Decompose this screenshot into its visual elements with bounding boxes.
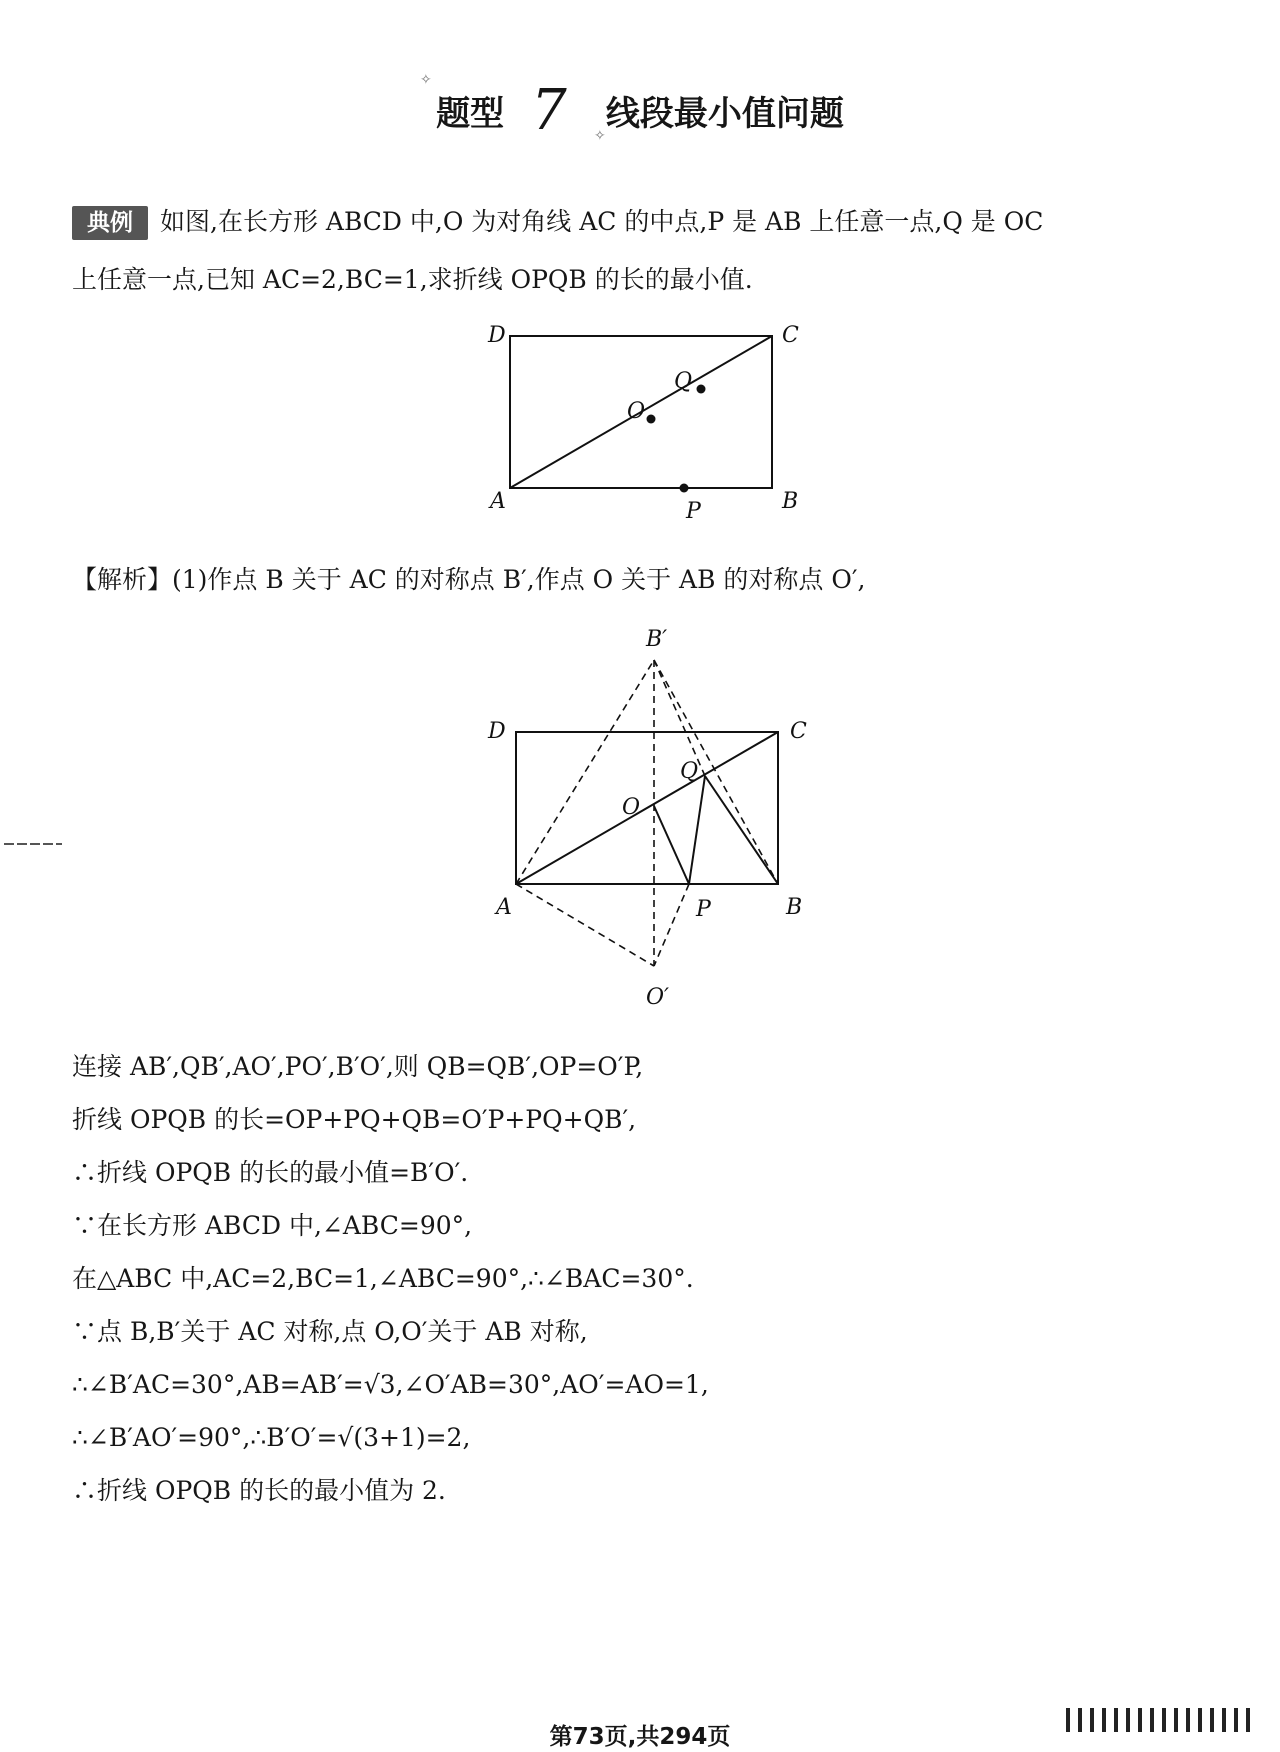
- problem-text-line2: 上任意一点,已知 AC=2,BC=1,求折线 OPQB 的长的最小值.: [72, 265, 753, 294]
- title-number: 7: [531, 78, 567, 143]
- label-a: A: [490, 489, 506, 514]
- solution-steps: [72, 1040, 1222, 1517]
- label-d: D: [488, 719, 506, 744]
- figure-symmetric-points: [486, 620, 826, 1020]
- point-o: [647, 415, 656, 424]
- label-c: C: [790, 719, 807, 744]
- solution-heading: [72, 560, 1222, 600]
- solution-step: ∴折线 OPQB 的长的最小值=B′O′.: [72, 1158, 469, 1187]
- title-topic: 线段最小值问题: [605, 94, 844, 134]
- label-d: D: [488, 323, 506, 348]
- label-o: O: [622, 795, 641, 820]
- segment-op: [654, 806, 689, 884]
- problem-text-line1: 如图,在长方形 ABCD 中,O 为对角线 AC 的中点,P 是 AB 上任意一点,Q 是 OC: [160, 207, 1044, 236]
- solution-step: 连接 AB′,QB′,AO′,PO′,B′O′,则 QB=QB′,OP=O′P,: [72, 1052, 644, 1081]
- sparkle-icon: ✧: [594, 128, 606, 144]
- label-p: P: [696, 897, 711, 922]
- segment-pq: [689, 776, 705, 884]
- diagonal-ac: [516, 732, 778, 884]
- figure-rectangle-abcd: [480, 318, 820, 528]
- solution-bracket: 【解析】: [72, 565, 173, 594]
- title-prefix: 题型: [436, 94, 505, 134]
- example-badge: 典例: [72, 206, 148, 240]
- solution-step: 折线 OPQB 的长=OP+PQ+QB=O′P+PQ+QB′,: [72, 1105, 637, 1134]
- dashed-ao-prime: [516, 884, 654, 966]
- solution-intro: (1)作点 B 关于 AC 的对称点 B′,作点 O 关于 AB 的对称点 O′,: [172, 565, 866, 594]
- label-b-prime: B′: [646, 627, 668, 652]
- solution-step: ∵点 B,B′关于 AC 对称,点 O,O′关于 AB 对称,: [72, 1317, 588, 1346]
- point-p: [680, 484, 689, 493]
- label-b: B: [786, 895, 803, 920]
- page-title: [0, 78, 1280, 144]
- dashed-b-prime-b: [654, 660, 778, 884]
- label-q: Q: [674, 369, 693, 394]
- solution-step: ∴∠B′AO′=90°,∴B′O′=√(3+1)=2,: [72, 1423, 471, 1452]
- label-p: P: [686, 499, 701, 524]
- page-indicator: 第73页,共294页: [549, 1724, 731, 1750]
- solution-step: ∴∠B′AC=30°,AB=AB′=√3,∠O′AB=30°,AO′=AO=1,: [72, 1370, 709, 1399]
- label-o-prime: O′: [646, 985, 670, 1010]
- dashed-ab-prime: [516, 660, 654, 884]
- solution-step: ∴折线 OPQB 的长的最小值为 2.: [72, 1476, 446, 1505]
- label-c: C: [782, 323, 799, 348]
- dashed-po-prime: [654, 884, 689, 966]
- solution-step: 在△ABC 中,AC=2,BC=1,∠ABC=90°,∴∠BAC=30°.: [72, 1264, 694, 1293]
- label-o: O: [627, 399, 646, 424]
- segment-qb: [705, 776, 778, 884]
- solution-step: ∵在长方形 ABCD 中,∠ABC=90°,: [72, 1211, 473, 1240]
- sparkle-icon: ✧: [420, 72, 432, 88]
- label-q: Q: [680, 759, 699, 784]
- label-b: B: [782, 489, 799, 514]
- barcode-mark: [1066, 1708, 1258, 1748]
- label-a: A: [496, 895, 512, 920]
- point-q: [697, 385, 706, 394]
- scan-mark: [4, 842, 62, 846]
